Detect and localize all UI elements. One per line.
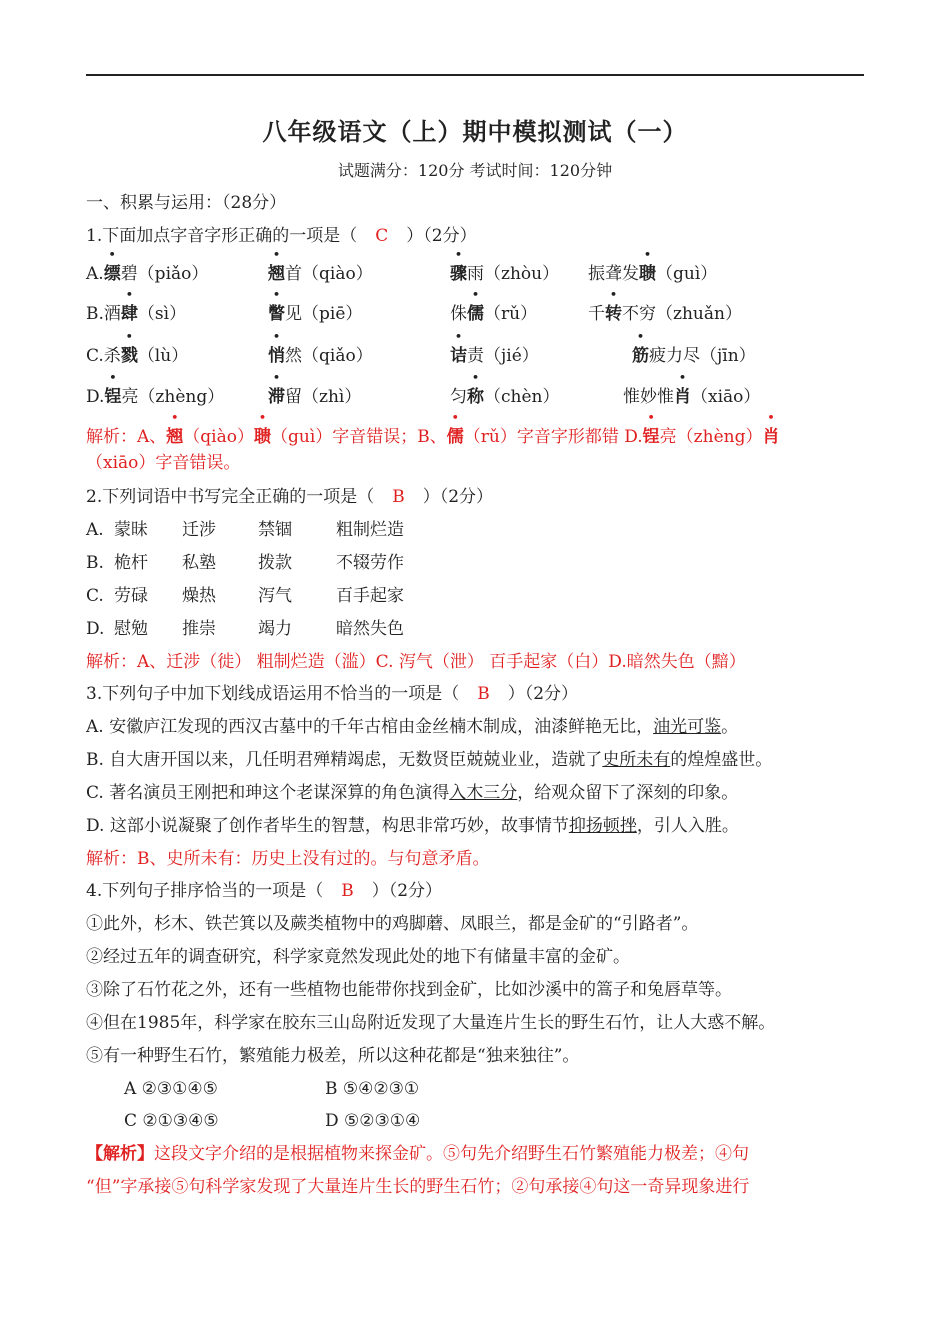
q2-word: 迁涉 bbox=[182, 520, 216, 540]
answer: B bbox=[341, 881, 354, 901]
q3-option: A. 安徽庐江发现的西汉古墓中的千年古棺由金丝楠木制成，油漆鲜艳无比，油光可鉴。 bbox=[86, 717, 739, 737]
q4-sentence: ④但在1985年，科学家在胶东三山岛附近发现了大量连片生长的野生石竹，让人大惑不解。 bbox=[86, 1013, 776, 1033]
q2-word: 禁锢 bbox=[258, 520, 292, 540]
q2-option-label: A. bbox=[86, 520, 104, 540]
choice-a: A ②③①④⑤ bbox=[124, 1079, 218, 1099]
analysis-4-line1: 【解析】这段文字介绍的是根据植物来探金矿。⑤句先介绍野生石竹繁殖能力极差；④句 bbox=[86, 1144, 749, 1164]
q2-word: 私塾 bbox=[182, 553, 216, 573]
q2-word: 泻气 bbox=[258, 586, 292, 606]
question-4-stem: 4.下列句子排序恰当的一项是（ B ）（2分） bbox=[86, 881, 443, 901]
q1-option-0-2: 骤雨（zhòu） bbox=[450, 264, 560, 284]
q2-word: 蒙昧 bbox=[114, 520, 148, 540]
question-1-stem: 1.下面加点字音字形正确的一项是（ C ）（2分） bbox=[86, 226, 477, 246]
q3-option: B. 自大唐开国以来，几任明君殚精竭虑，无数贤臣兢兢业业，造就了史所未有的煌煌盛世。 bbox=[86, 750, 773, 770]
exam-info: 试题满分：120分 考试时间：120分钟 bbox=[337, 161, 613, 180]
choice-d: D ⑤②③①④ bbox=[325, 1111, 421, 1131]
q2-word: 推崇 bbox=[182, 619, 216, 639]
answer: C bbox=[375, 226, 389, 246]
q2-option-label: D. bbox=[86, 619, 105, 639]
q2-word: 暗然失色 bbox=[336, 619, 404, 639]
q1-option-2-3: 筋疲力尽（jīn） bbox=[632, 346, 756, 366]
q2-word: 拨款 bbox=[258, 553, 292, 573]
q2-word: 百手起家 bbox=[336, 586, 404, 606]
q2-word: 桅杆 bbox=[114, 553, 148, 573]
q2-option-label: B. bbox=[86, 553, 104, 573]
q2-word: 劳碌 bbox=[114, 586, 148, 606]
q2-word: 竭力 bbox=[258, 619, 292, 639]
q4-sentence: ⑤有一种野生石竹，繁殖能力极差，所以这种花都是“独来独往”。 bbox=[86, 1046, 580, 1066]
q3-option: C. 著名演员王刚把和珅这个老谋深算的角色演得入木三分，给观众留下了深刻的印象。 bbox=[86, 783, 739, 803]
q2-word: 燥热 bbox=[182, 586, 216, 606]
question-3-stem: 3.下列句子中加下划线成语运用不恰当的一项是（ B ）（2分） bbox=[86, 684, 579, 704]
q1-option-1-1: 瞥见（piē） bbox=[268, 304, 363, 324]
q2-option-label: C. bbox=[86, 586, 104, 606]
q1-option-3-1: 滞留（zhì） bbox=[268, 387, 362, 407]
q1-option-3-2: 匀称（chèn） bbox=[450, 387, 560, 407]
q4-sentence: ②经过五年的调查研究，科学家竟然发现此处的地下有储量丰富的金矿。 bbox=[86, 947, 630, 967]
q2-word: 慰勉 bbox=[114, 619, 148, 639]
page-title: 八年级语文（上）期中模拟测试（一） bbox=[262, 118, 688, 146]
q4-sentence: ③除了石竹花之外，还有一些植物也能带你找到金矿，比如沙溪中的篙子和兔唇草等。 bbox=[86, 980, 732, 1000]
section-heading: 一、积累与运用：（28分） bbox=[86, 193, 287, 213]
analysis-4-line2: “但”字承接⑤句科学家发现了大量连片生长的野生石竹；②句承接④句这一奇异现象进行 bbox=[86, 1177, 750, 1197]
q1-option-3-3: 惟妙惟肖（xiāo） bbox=[623, 387, 761, 407]
q1-option-0-0: A.缥碧（piǎo） bbox=[86, 264, 209, 284]
q2-word: 不辍劳作 bbox=[336, 553, 404, 573]
choice-b: B ⑤④②③① bbox=[325, 1079, 420, 1099]
q1-option-0-3: 振聋发聩（guì） bbox=[588, 264, 718, 284]
analysis-3: 解析：B、史所未有：历史上没有过的。与句意矛盾。 bbox=[86, 849, 490, 869]
q1-option-3-0: D.锃亮（zhèng） bbox=[86, 387, 225, 407]
answer: B bbox=[477, 684, 490, 704]
header-rule bbox=[86, 74, 864, 76]
question-2-stem: 2.下列词语中书写完全正确的一项是（ B ）（2分） bbox=[86, 487, 494, 507]
q2-word: 粗制烂造 bbox=[336, 520, 404, 540]
q1-option-2-2: 诘责（jié） bbox=[450, 346, 539, 366]
q1-option-0-1: 翘首（qiào） bbox=[268, 264, 373, 284]
answer: B bbox=[392, 487, 405, 507]
q1-option-2-1: 悄然（qiǎo） bbox=[268, 346, 373, 366]
q4-sentence: ①此外，杉木、铁芒箕以及蕨类植物中的鸡脚蘑、凤眼兰，都是金矿的“引路者”。 bbox=[86, 914, 699, 934]
q1-option-1-2: 侏儒（rǔ） bbox=[450, 304, 538, 324]
q1-option-1-0: B.酒肆（sì） bbox=[86, 304, 187, 324]
q3-option: D. 这部小说凝聚了创作者毕生的智慧，构思非常巧妙，故事情节抑扬顿挫，引人入胜。 bbox=[86, 816, 739, 836]
analysis-2: 解析：A、迁涉（徙） 粗制烂造（滥）C. 泻气（泄） 百手起家（白）D.暗然失色（黯） bbox=[86, 652, 746, 672]
q1-option-1-3: 千转不穷（zhuǎn） bbox=[588, 304, 742, 324]
analysis-1-line2: （xiāo）字音错误。 bbox=[86, 453, 241, 473]
choice-c: C ②①③④⑤ bbox=[124, 1111, 219, 1131]
q1-option-2-0: C.杀戮（lù） bbox=[86, 346, 189, 366]
analysis-1-line1: 解析：A、翘（qiào）聩（guì）字音错误；B、儒（rǔ）字音字形都错 D.锃亮（zhèng）肖 bbox=[86, 427, 780, 447]
